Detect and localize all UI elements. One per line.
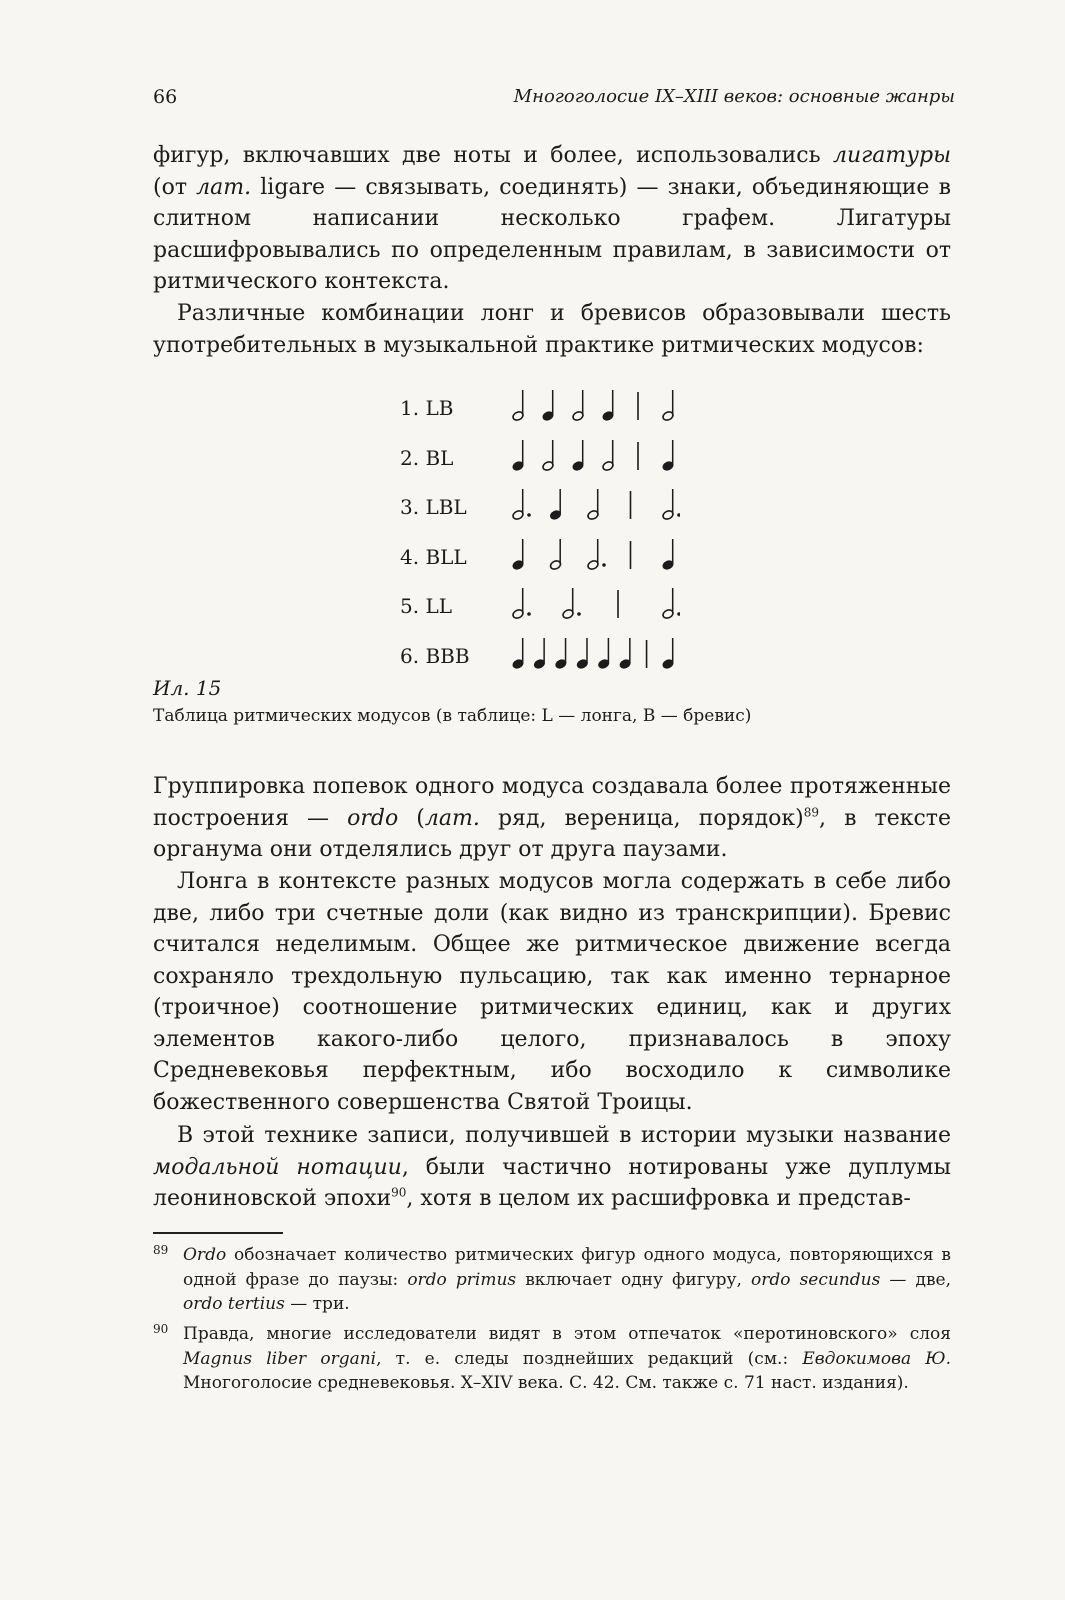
footnote-ref-89[interactable]: 89 [803,805,819,820]
quarter-note [597,638,610,670]
mode-label: 5. LL [400,594,453,618]
text-run: , т. е. следы позднейших редакций (см.: [376,1348,803,1369]
text-run: ligare — связывать, соединять) — знаки, объединяющие в слитном написании несколько графем. Лигатуры расшифровывались по определенным правилам, в зависимости от ритмического контекста. [153,174,951,294]
mode-row [400,543,690,573]
quarter-note [512,440,525,472]
mode-label: 4. BLL [400,544,467,569]
mode-label: 2. BL [400,445,454,470]
text-run: , были частично нотированы уже дуплумы леониновской эпохи [153,1154,952,1211]
mode-row [400,444,690,474]
mode-notation [510,436,680,476]
footnote-90 [153,1322,951,1396]
text-run: ряд, вереница, порядок) [479,805,804,831]
half-note [662,390,675,422]
mode-notation [510,386,680,426]
paragraph-longa [153,866,951,1118]
text-run: — две, [880,1269,952,1290]
mode-notation [510,634,680,674]
page-number: 66 [153,86,178,108]
term: Magnus liber organi [183,1348,377,1369]
text-run: — три. [284,1294,350,1314]
text-run: Различные комбинации лонг и бревисов образовывали шесть употребительных в музыкальной практике ритмических модусов: [153,301,951,358]
half-note [512,390,525,422]
paragraph-modes-intro [153,298,951,361]
figure-number: Ил. 15 [153,676,222,700]
half-note [542,440,555,472]
author-ref: Евдокимова Ю. [802,1348,951,1369]
term: ordo tertius [183,1294,285,1314]
text-run: Правда, многие исследователи видят в этом отпечаток «перотиновского» слоя [183,1324,951,1344]
mode-row [400,493,690,523]
quarter-note [662,638,675,670]
footnote-mark: 90 [153,1322,169,1336]
mode-label: 6. BBB [400,643,470,668]
mode-label: 3. LBL [400,495,467,519]
mode-row [400,394,690,424]
footnote-ref-90[interactable]: 90 [391,1185,407,1200]
term-ligatures: лигатуры [832,143,951,168]
term: Ordo [183,1245,227,1265]
quarter-note [572,440,585,472]
text-run: Группировка попевок одного модуса создавала более протяженные построения — [153,774,951,831]
abbr-lat: лат. [196,174,252,200]
term: ordo primus [407,1269,517,1290]
text-run: Лонга в контексте разных модусов могла содержать в себе либо две, либо три счетные доли (как видно из транскрипции). Бревис считался неделимым. Общее же ритмическое движение всегда сохраняло трехдольную пульсацию, так как именно тернарное (троичное) соотношение ритмических единиц, как и других элементов какого-либо целого, признавалось в эпоху Средневековья перфектным, ибо восходило к символике божественного совершенства Святой Троицы. [153,869,951,1115]
text-run: , хотя в целом их расшифровка и представ- [406,1186,911,1211]
term-ordo: ordo [347,805,399,831]
quarter-note [512,638,525,670]
paragraph-modal-notation [153,1120,951,1215]
half-note [587,489,600,521]
quarter-note [549,489,562,521]
text-run: (от [153,174,197,200]
mode-notation [510,485,680,525]
quarter-note [576,638,589,670]
mode-notation [510,584,680,624]
text-run: обозначает количество ритмических фигур одного модуса, повторяющихся в одной фразе до паузы: [183,1245,951,1290]
paragraph-ligatures [153,140,951,298]
text-run: включает одну фигуру, [516,1269,751,1290]
mode-notation [510,535,680,575]
text-run: В этой технике записи, получившей в истории музыки название [177,1123,951,1148]
half-note [572,390,585,422]
term: ordo secundus [751,1269,881,1290]
figure-caption: Таблица ритмических модусов (в таблице: L — лонга, B — бревис) [153,706,752,726]
term-modal-notation: модальной нотации [153,1154,402,1180]
dotted-half-note [662,489,680,521]
quarter-note [602,390,615,422]
quarter-note [619,638,632,670]
paragraph-ordo [153,771,951,866]
mode-label: 1. LB [400,396,454,420]
footnote-89 [153,1243,951,1317]
running-title: Многоголосие IX–XIII веков: основные жанры [513,86,955,107]
footnote-mark: 89 [153,1243,169,1257]
text-run: фигур, включавших две ноты и более, использовались [153,143,833,168]
half-note [602,440,615,472]
text-run: Многоголосие средневековья. X–XIV века. С. 42. См. также с. 71 наст. издания). [183,1373,909,1393]
text-run: ( [398,805,425,831]
dotted-half-note [587,539,606,571]
quarter-note [662,440,675,472]
quarter-note [533,638,546,670]
quarter-note [555,638,568,670]
abbr-lat: лат. [424,805,480,831]
mode-row [400,642,690,672]
mode-row [400,592,690,622]
quarter-note [512,539,525,571]
dotted-half-note [512,588,531,620]
half-note [549,539,562,571]
dotted-half-note [512,489,531,521]
footnote-divider [153,1232,283,1234]
quarter-note [542,390,555,422]
text-run: , в тексте органума они отделялись друг от друга паузами. [153,805,951,862]
dotted-half-note [662,588,680,620]
quarter-note [662,539,675,571]
dotted-half-note [562,588,581,620]
page-header [153,86,955,114]
